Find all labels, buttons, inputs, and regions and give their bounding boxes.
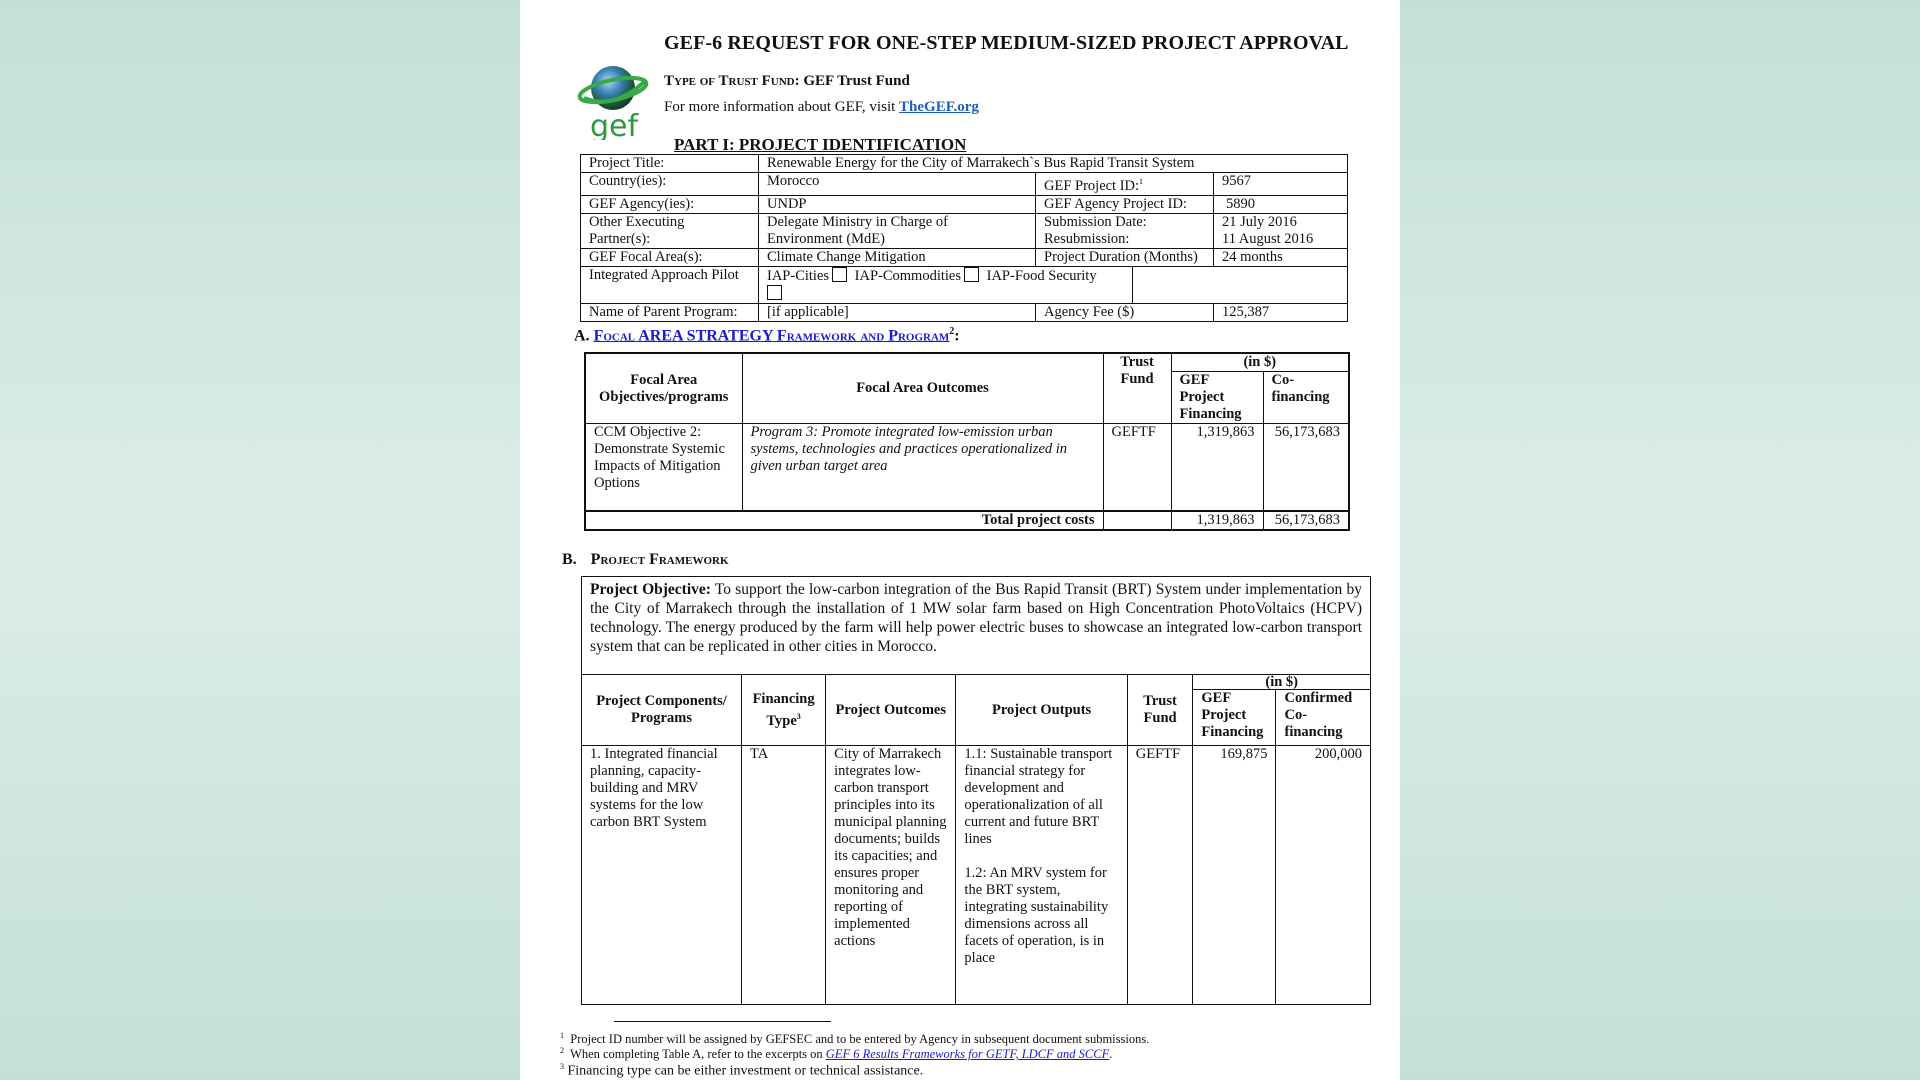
outputs-cell: 1.1: Sustainable transport financial strategy for development and operationalization of all current and future BRT lines 1.2: An MRV system for the BRT system, integrating sustainability dimensions across all facets of operation, is in place xyxy=(956,746,1127,1005)
total-gef-financing: 1,319,863 xyxy=(1171,511,1263,530)
outcome-cell: Program 3: Promote integrated low-emission urban systems, technologies and practices operationalized in given urban target area xyxy=(742,424,1103,512)
more-info-text: For more information about GEF, visit xyxy=(664,99,896,115)
table-header-row xyxy=(582,675,1371,690)
focal-area-strategy-link[interactable]: Focal AREA STRATEGY Framework and Program xyxy=(593,327,950,345)
iap-commodities-checkbox[interactable] xyxy=(964,267,979,282)
iap-empty-cell xyxy=(1133,266,1348,303)
cofinancing-cell: 56,173,683 xyxy=(1263,424,1349,512)
project-objective: Project Objective: To support the low-carbon integration of the Bus Rapid Transit (BRT) System under implementation by the City of Marrakech through the installation of 1 MW solar farm based on High Concentration PhotoVoltaics (HCPV) technology. The energy produced by the farm will help power electric buses to showcase an integrated low-carbon transport system that can be replicated in other cities in Morocco. xyxy=(582,577,1371,675)
document-title: GEF-6 REQUEST FOR ONE-STEP MEDIUM-SIZED PROJECT APPROVAL xyxy=(664,32,1349,54)
trust-fund-value: GEF Trust Fund xyxy=(803,73,910,89)
submission-labels: Submission Date: Resubmission: xyxy=(1036,213,1214,248)
header-financing-type: Financing Type$^3$ xyxy=(742,675,826,746)
focal-area-table xyxy=(584,352,1350,531)
footnote-2: $^2$ When completing Table A, refer to the excerpts on GEF 6 Results Frameworks for GETF, LDCF and SCCF. xyxy=(560,1046,1113,1062)
thegef-link[interactable]: TheGEF.org xyxy=(899,99,979,115)
globe-icon xyxy=(576,60,650,140)
footnote-1: $^1$ Project ID number will be assigned by GEFSEC and to be entered by Agency in subsequent document submissions. xyxy=(560,1031,1150,1047)
gef-project-id-label: GEF Project ID:$^1$ xyxy=(1036,173,1214,196)
header-outcomes: Project Outcomes xyxy=(826,675,956,746)
iap-options: IAP-Cities IAP-Commodities IAP-Food Security xyxy=(759,266,1133,303)
trust-fund-line xyxy=(664,73,910,90)
focal-area-value: Climate Change Mitigation xyxy=(759,248,1036,266)
objective-cell: CCM Objective 2: Demonstrate Systemic Impacts of Mitigation Options xyxy=(585,424,742,512)
trust-fund-cell: GEFTF xyxy=(1127,746,1193,1005)
results-frameworks-link[interactable]: GEF 6 Results Frameworks for GETF, LDCF and SCCF xyxy=(825,1047,1110,1062)
country-value: Morocco xyxy=(759,173,1036,196)
project-title-label: Project Title: xyxy=(581,155,759,173)
component-cell: 1. Integrated financial planning, capacity-building and MRV systems for the low carbon BRT System xyxy=(582,746,742,1005)
gef-logo xyxy=(576,60,650,140)
header-outputs: Project Outputs xyxy=(956,675,1127,746)
header-outcomes: Focal Area Outcomes xyxy=(742,353,1103,424)
executing-partner-value: Delegate Ministry in Charge of Environment (MdE) xyxy=(759,213,1036,248)
table-row xyxy=(581,173,1348,196)
cofinancing-cell: 200,000 xyxy=(1276,746,1371,1005)
header-in-usd: (in $) xyxy=(1193,675,1371,690)
project-framework-table xyxy=(581,576,1371,1005)
focal-area-label: GEF Focal Area(s): xyxy=(581,248,759,266)
gef-financing-cell: 169,875 xyxy=(1193,746,1276,1005)
total-trust-fund-cell xyxy=(1103,511,1171,530)
total-cofinancing: 56,173,683 xyxy=(1263,511,1349,530)
duration-value: 24 months xyxy=(1214,248,1348,266)
more-info-line xyxy=(664,99,979,116)
table-row xyxy=(581,155,1348,173)
document-page xyxy=(520,0,1400,1080)
section-b-heading: B. Project Framework xyxy=(562,551,729,568)
iap-cities-checkbox[interactable] xyxy=(832,267,847,282)
table-row xyxy=(581,266,1348,303)
outcome-cell: City of Marrakech integrates low-carbon transport principles into its municipal planning documents; builds its capacities; and ensures proper monitoring and reporting of implemented actions xyxy=(826,746,956,1005)
iap-label: Integrated Approach Pilot xyxy=(581,266,759,303)
financing-type-cell: TA xyxy=(742,746,826,1005)
part1-heading: PART I: PROJECT IDENTIFICATION xyxy=(674,135,967,154)
total-label: Total project costs xyxy=(585,511,1103,530)
section-a-heading: A. Focal AREA STRATEGY Framework and Program$^2$: xyxy=(574,326,960,345)
iap-food-security-checkbox[interactable] xyxy=(767,285,782,300)
header-trust-fund: Trust Fund xyxy=(1103,353,1171,424)
executing-partner-label: Other Executing Partner(s): xyxy=(581,213,759,248)
project-identification-table xyxy=(580,154,1348,322)
header-components: Project Components/ Programs xyxy=(582,675,742,746)
footnote-3: $^3$ Financing type can be either investment or technical assistance. xyxy=(560,1062,924,1079)
header-in-usd: (in $) xyxy=(1171,353,1349,372)
header-objectives: Focal Area Objectives/programs xyxy=(585,353,742,424)
agency-fee-label: Agency Fee ($) xyxy=(1036,303,1214,321)
gef-financing-cell: 1,319,863 xyxy=(1171,424,1263,512)
objective-row xyxy=(582,577,1371,675)
agency-project-id-label: GEF Agency Project ID: xyxy=(1036,195,1214,213)
submission-dates: 21 July 2016 11 August 2016 xyxy=(1214,213,1348,248)
table-header-row xyxy=(585,353,1349,372)
header-cofinancing: Co-financing xyxy=(1263,372,1349,424)
table-row xyxy=(581,248,1348,266)
footnote-divider xyxy=(614,1021,831,1022)
gef-logo-text: gef xyxy=(590,109,639,140)
gef-project-id-value: 9567 xyxy=(1214,173,1348,196)
agency-project-id-value: 5890 xyxy=(1214,195,1348,213)
parent-program-label: Name of Parent Program: xyxy=(581,303,759,321)
table-row xyxy=(585,424,1349,512)
agency-value: UNDP xyxy=(759,195,1036,213)
table-row xyxy=(581,303,1348,321)
total-row xyxy=(585,511,1349,530)
table-row xyxy=(581,213,1348,248)
trust-fund-label: Type of Trust Fund: xyxy=(664,73,800,89)
agency-fee-value: 125,387 xyxy=(1214,303,1348,321)
header-trust-fund: Trust Fund xyxy=(1127,675,1193,746)
project-title-value: Renewable Energy for the City of Marrakech`s Bus Rapid Transit System xyxy=(759,155,1348,173)
parent-program-value: [if applicable] xyxy=(759,303,1036,321)
agency-label: GEF Agency(ies): xyxy=(581,195,759,213)
table-row xyxy=(581,195,1348,213)
header-confirmed-cofinancing: Confirmed Co-financing xyxy=(1276,690,1371,746)
header-gef-financing: GEF Project Financing xyxy=(1193,690,1276,746)
trust-fund-cell: GEFTF xyxy=(1103,424,1171,512)
country-label: Country(ies): xyxy=(581,173,759,196)
table-row xyxy=(582,746,1371,1005)
duration-label: Project Duration (Months) xyxy=(1036,248,1214,266)
header-gef-financing: GEF Project Financing xyxy=(1171,372,1263,424)
